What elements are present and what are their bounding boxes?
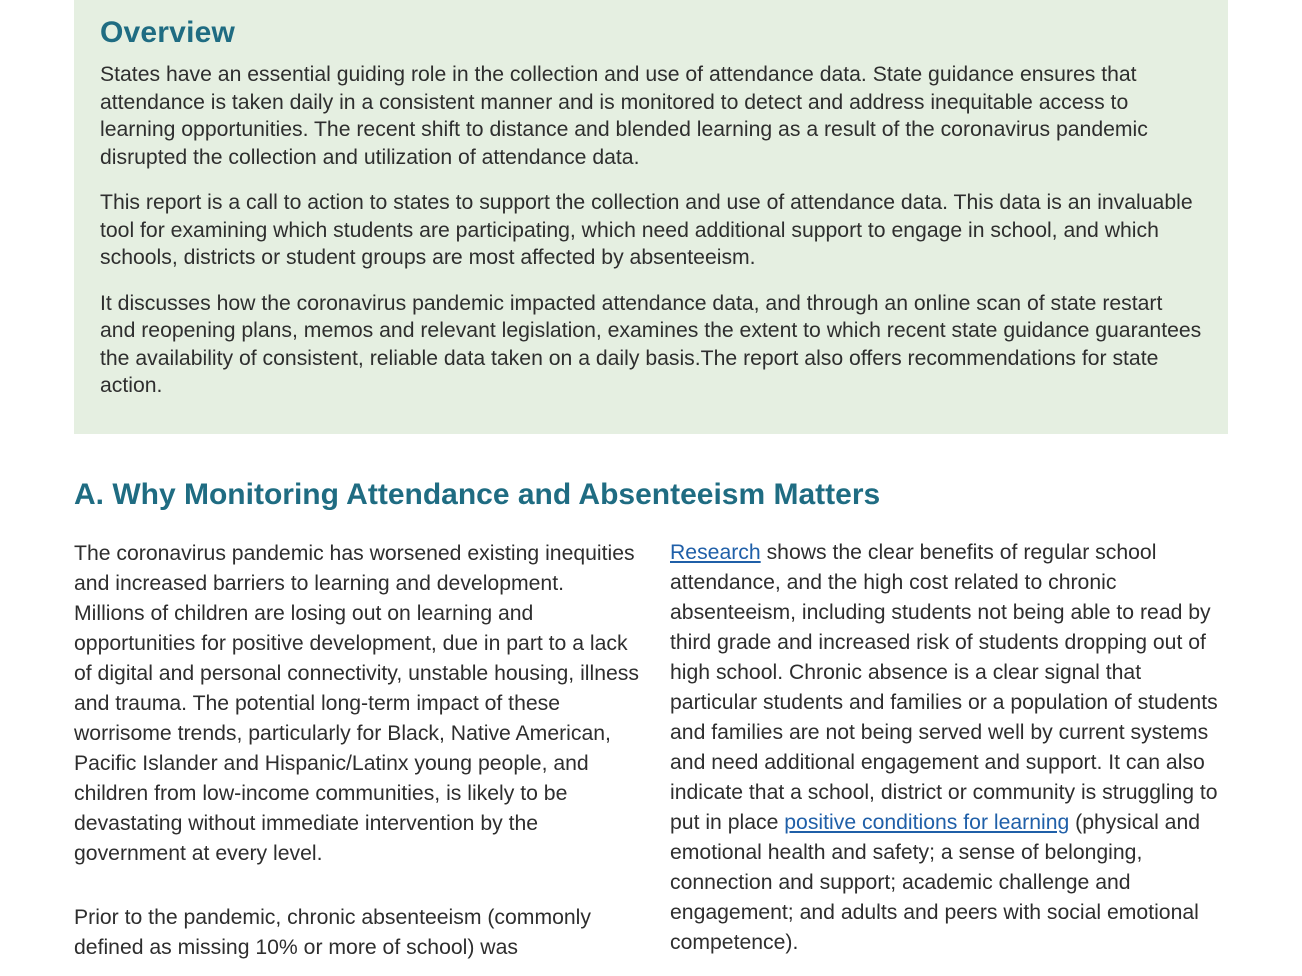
overview-paragraph-3: It discusses how the coronavirus pandemic impacted attendance data, and through an online scan of state restart and reopening plans, memos and relevant legislation, examines the extent to which recent state guidance guarantees the availability of consistent, reliable data taken on a daily basis.The report also offers recommendations for state action. (100, 291, 1202, 397)
overview-paragraph-1: States have an essential guiding role in the collection and use of attendance data. State guidance ensures that attendance is taken daily in a consistent manner and is monitored to detect and address inequitable access to learning opportunities. The recent shift to distance and blended learning as a result of the coronavirus pandemic disrupted the collection and utilization of attendance data. (100, 63, 1148, 169)
research-link[interactable]: Research (670, 541, 761, 564)
right-column (670, 538, 1230, 958)
positive-conditions-link[interactable]: positive conditions for learning (784, 811, 1070, 834)
left-paragraph-2: Prior to the pandemic, chronic absenteeism (commonly defined as missing 10% or more of school) was (74, 906, 591, 959)
overview-paragraph-2: This report is a call to action to states to support the collection and use of attendance data. This data is an invaluable tool for examining which students are participating, which need additional support to engage in school, and which schools, districts or student groups are most affected by absenteeism. (100, 191, 1193, 269)
section-a-heading: A. Why Monitoring Attendance and Absenteeism Matters (74, 478, 881, 511)
left-column (74, 539, 639, 963)
overview-title: Overview (100, 16, 236, 49)
right-text-1: shows the clear benefits of regular school attendance, and the high cost related to chronic absenteeism, including students not being able to read by third grade and increased risk of students dropping out of high school. Chronic absence is a clear signal that particular students and families or a population of students and families are not being served well by current systems and need additional engagement and support. It can also indicate that a school, district or community is struggling to put in place (670, 541, 1218, 834)
right-text-2: (physical and emotional health and safety; a sense of belonging, connection and support; academic challenge and engagement; and adults and peers with social emotional competence). (670, 811, 1201, 954)
left-paragraph-1: The coronavirus pandemic has worsened existing inequities and increased barriers to learning and development. Millions of children are losing out on learning and opportunities for positive development, due in part to a lack of digital and personal connectivity, unstable housing, illness and trauma. The potential long-term impact of these worrisome trends, particularly for Black, Native American, Pacific Islander and Hispanic/Latinx young people, and children from low-income communities, is likely to be devastating without immediate intervention by the government at every level. (74, 542, 639, 865)
right-paragraph (670, 538, 1230, 958)
overview-box (74, 0, 1228, 434)
